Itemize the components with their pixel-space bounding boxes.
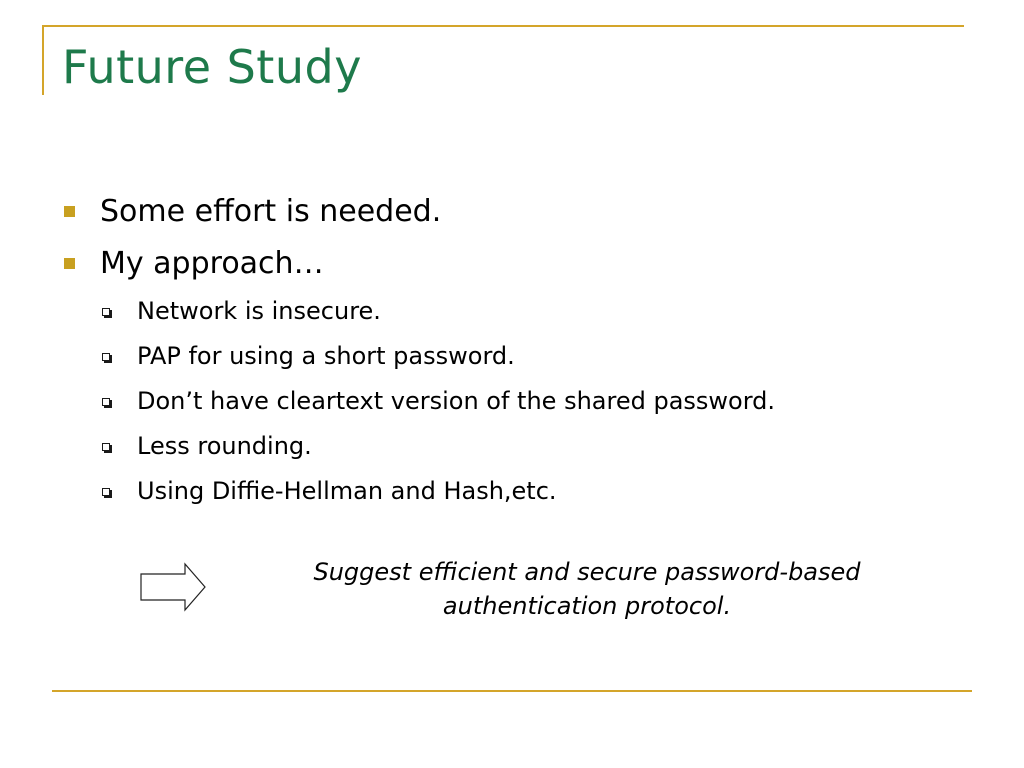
- hollow-square-bullet-icon: [102, 308, 110, 316]
- hollow-square-bullet-icon: [102, 398, 110, 406]
- sub-bullet-text: PAP for using a short password.: [137, 342, 515, 370]
- bullet-list: [64, 190, 964, 519]
- right-arrow-outline-icon: [139, 562, 209, 612]
- bottom-rule: [52, 690, 972, 692]
- bullet-text: My approach…: [100, 246, 324, 281]
- conclusion-line-2: authentication protocol.: [442, 592, 732, 620]
- hollow-square-bullet-icon: [102, 353, 110, 361]
- hollow-square-bullet-icon: [102, 443, 110, 451]
- bullet-item: [64, 242, 964, 294]
- slide-title: Future Study: [62, 40, 362, 94]
- sub-bullet-item: [64, 474, 964, 519]
- square-bullet-icon: [64, 258, 75, 269]
- sub-bullet-item: [64, 384, 964, 429]
- sub-bullet-text: Don’t have cleartext version of the shared password.: [137, 387, 776, 415]
- sub-bullet-item: [64, 294, 964, 339]
- sub-bullet-text: Network is insecure.: [137, 297, 381, 325]
- hollow-square-bullet-icon: [102, 488, 110, 496]
- conclusion-line-1: Suggest efficient and secure password-based: [313, 558, 861, 586]
- bullet-text: Some effort is needed.: [100, 194, 442, 229]
- sub-bullet-text: Less rounding.: [137, 432, 312, 460]
- sub-bullet-text: Using Diffie-Hellman and Hash,etc.: [137, 477, 557, 505]
- sub-bullet-item: [64, 429, 964, 474]
- top-rule: [42, 25, 964, 27]
- conclusion-text: [240, 555, 934, 623]
- bullet-item: [64, 190, 964, 242]
- square-bullet-icon: [64, 206, 75, 217]
- sub-bullet-item: [64, 339, 964, 384]
- left-rule: [42, 25, 44, 95]
